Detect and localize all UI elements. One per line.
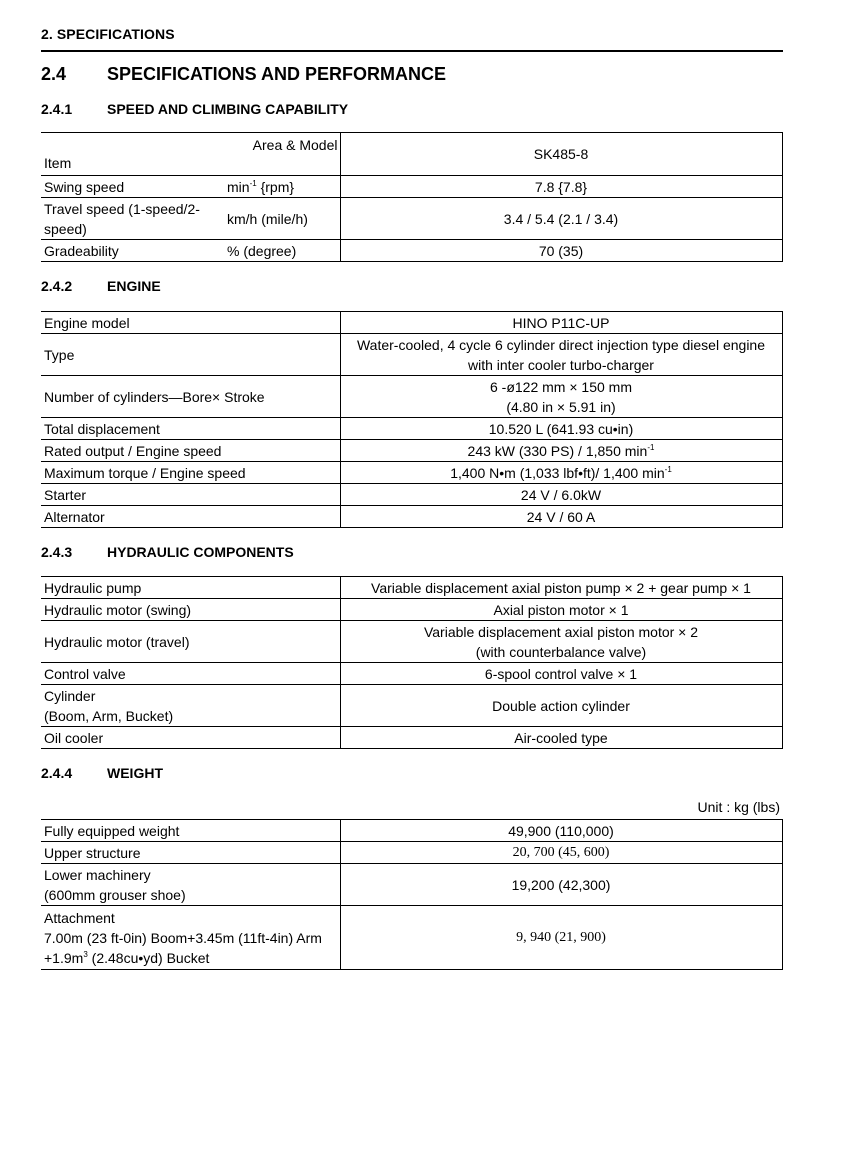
row-value: 9, 940 (21, 900) xyxy=(340,906,782,970)
section-title-text: SPECIFICATIONS AND PERFORMANCE xyxy=(107,64,447,84)
row-value: 3.4 / 5.4 (2.1 / 3.4) xyxy=(340,198,782,240)
row-value: Water-cooled, 4 cycle 6 cylinder direct injection type diesel engine with inter cooler turbo-charger xyxy=(340,334,782,376)
row-label: Attachment 7.00m (23 ft-0in) Boom+3.45m (11ft-4in) Arm $+1.9m^3$ (2.48cu•yd) Bucket xyxy=(41,906,340,970)
table-row xyxy=(41,440,782,462)
table-row xyxy=(41,334,782,376)
row-label: Travel speed (1-speed/2-speed) xyxy=(41,198,224,240)
table-row xyxy=(41,240,782,262)
speed-heading-title: SPEED AND CLIMBING CAPABILITY xyxy=(107,101,349,117)
table-row xyxy=(41,198,782,240)
row-value: Air-cooled type xyxy=(340,727,782,749)
engine-heading-number: 2.4.2 xyxy=(41,278,73,294)
row-value: 20, 700 (45, 600) xyxy=(340,842,782,864)
row-label: Hydraulic pump xyxy=(41,577,340,599)
table-row xyxy=(41,484,782,506)
row-unit: % (degree) xyxy=(224,240,340,262)
section-title xyxy=(41,64,446,85)
row-value: Variable displacement axial piston pump × 2 + gear pump × 1 xyxy=(340,577,782,599)
row-label: Swing speed xyxy=(41,176,224,198)
row-label: Gradeability xyxy=(41,240,224,262)
area-model-label: Area & Model xyxy=(252,137,338,153)
hydraulic-heading xyxy=(41,544,294,560)
row-value: 49,900 (110,000) xyxy=(340,820,782,842)
item-label: Item xyxy=(44,155,72,171)
row-label: Total displacement xyxy=(41,418,340,440)
row-label: Rated output / Engine speed xyxy=(41,440,340,462)
row-value: 24 V / 60 A xyxy=(340,506,782,528)
table-row xyxy=(41,621,782,663)
row-label: Maximum torque / Engine speed xyxy=(41,462,340,484)
speed-table xyxy=(41,132,783,262)
table-row xyxy=(41,462,782,484)
row-label: Number of cylinders—Bore× Stroke xyxy=(41,376,340,418)
unit-note: Unit : kg (lbs) xyxy=(697,799,780,815)
row-label: Type xyxy=(41,334,340,376)
row-label: Hydraulic motor (swing) xyxy=(41,599,340,621)
weight-heading-title: WEIGHT xyxy=(107,765,163,781)
table-row xyxy=(41,312,782,334)
section-number: 2.4 xyxy=(41,64,67,84)
row-value: Variable displacement axial piston motor × 2 (with counterbalance valve) xyxy=(340,621,782,663)
row-label: Cylinder (Boom, Arm, Bucket) xyxy=(41,685,340,727)
row-value: 1,400 N•m (1,033 lbf•ft)/ 1,400 $\min^{-1}$ xyxy=(340,462,782,484)
row-value: 7.8 {7.8} xyxy=(340,176,782,198)
table-row xyxy=(41,418,782,440)
row-value: 10.520 L (641.93 cu•in) xyxy=(340,418,782,440)
page-header-section: 2. SPECIFICATIONS xyxy=(41,26,175,42)
row-value: 6-spool control valve × 1 xyxy=(340,663,782,685)
row-label: Lower machinery (600mm grouser shoe) xyxy=(41,864,340,906)
engine-heading xyxy=(41,278,161,294)
row-value: 19,200 (42,300) xyxy=(340,864,782,906)
table-row xyxy=(41,577,782,599)
row-value: 243 kW (330 PS) / 1,850 $\min^{-1}$ xyxy=(340,440,782,462)
table-row xyxy=(41,842,782,864)
row-value: HINO P11C-UP xyxy=(340,312,782,334)
table-row xyxy=(41,685,782,727)
weight-table xyxy=(41,819,783,970)
speed-table-header-row xyxy=(41,133,782,176)
weight-heading-number: 2.4.4 xyxy=(41,765,73,781)
table-row xyxy=(41,376,782,418)
speed-header-cell xyxy=(41,133,340,176)
row-label: Control valve xyxy=(41,663,340,685)
table-row xyxy=(41,906,782,970)
row-unit: $\min^{-1} \{rpm\}$ xyxy=(224,176,340,198)
engine-heading-title: ENGINE xyxy=(107,278,161,294)
table-row xyxy=(41,506,782,528)
speed-heading xyxy=(41,101,348,117)
hydraulic-table xyxy=(41,576,783,749)
row-value: Axial piston motor × 1 xyxy=(340,599,782,621)
hydraulic-heading-title: HYDRAULIC COMPONENTS xyxy=(107,544,294,560)
header-rule xyxy=(41,50,783,52)
table-row xyxy=(41,864,782,906)
model-name: SK485-8 xyxy=(340,133,782,176)
row-value: Double action cylinder xyxy=(340,685,782,727)
table-row xyxy=(41,599,782,621)
table-row xyxy=(41,727,782,749)
speed-heading-number: 2.4.1 xyxy=(41,101,73,117)
row-label: Hydraulic motor (travel) xyxy=(41,621,340,663)
row-label: Alternator xyxy=(41,506,340,528)
row-unit: km/h (mile/h) xyxy=(224,198,340,240)
row-label: Oil cooler xyxy=(41,727,340,749)
table-row xyxy=(41,820,782,842)
row-value: 6 -ø122 mm × 150 mm (4.80 in × 5.91 in) xyxy=(340,376,782,418)
row-value: 70 (35) xyxy=(340,240,782,262)
engine-table xyxy=(41,311,783,528)
row-label: Engine model xyxy=(41,312,340,334)
row-label: Upper structure xyxy=(41,842,340,864)
hydraulic-heading-number: 2.4.3 xyxy=(41,544,73,560)
row-label: Starter xyxy=(41,484,340,506)
row-value: 24 V / 6.0kW xyxy=(340,484,782,506)
table-row xyxy=(41,663,782,685)
row-label: Fully equipped weight xyxy=(41,820,340,842)
table-row xyxy=(41,176,782,198)
weight-heading xyxy=(41,765,163,781)
